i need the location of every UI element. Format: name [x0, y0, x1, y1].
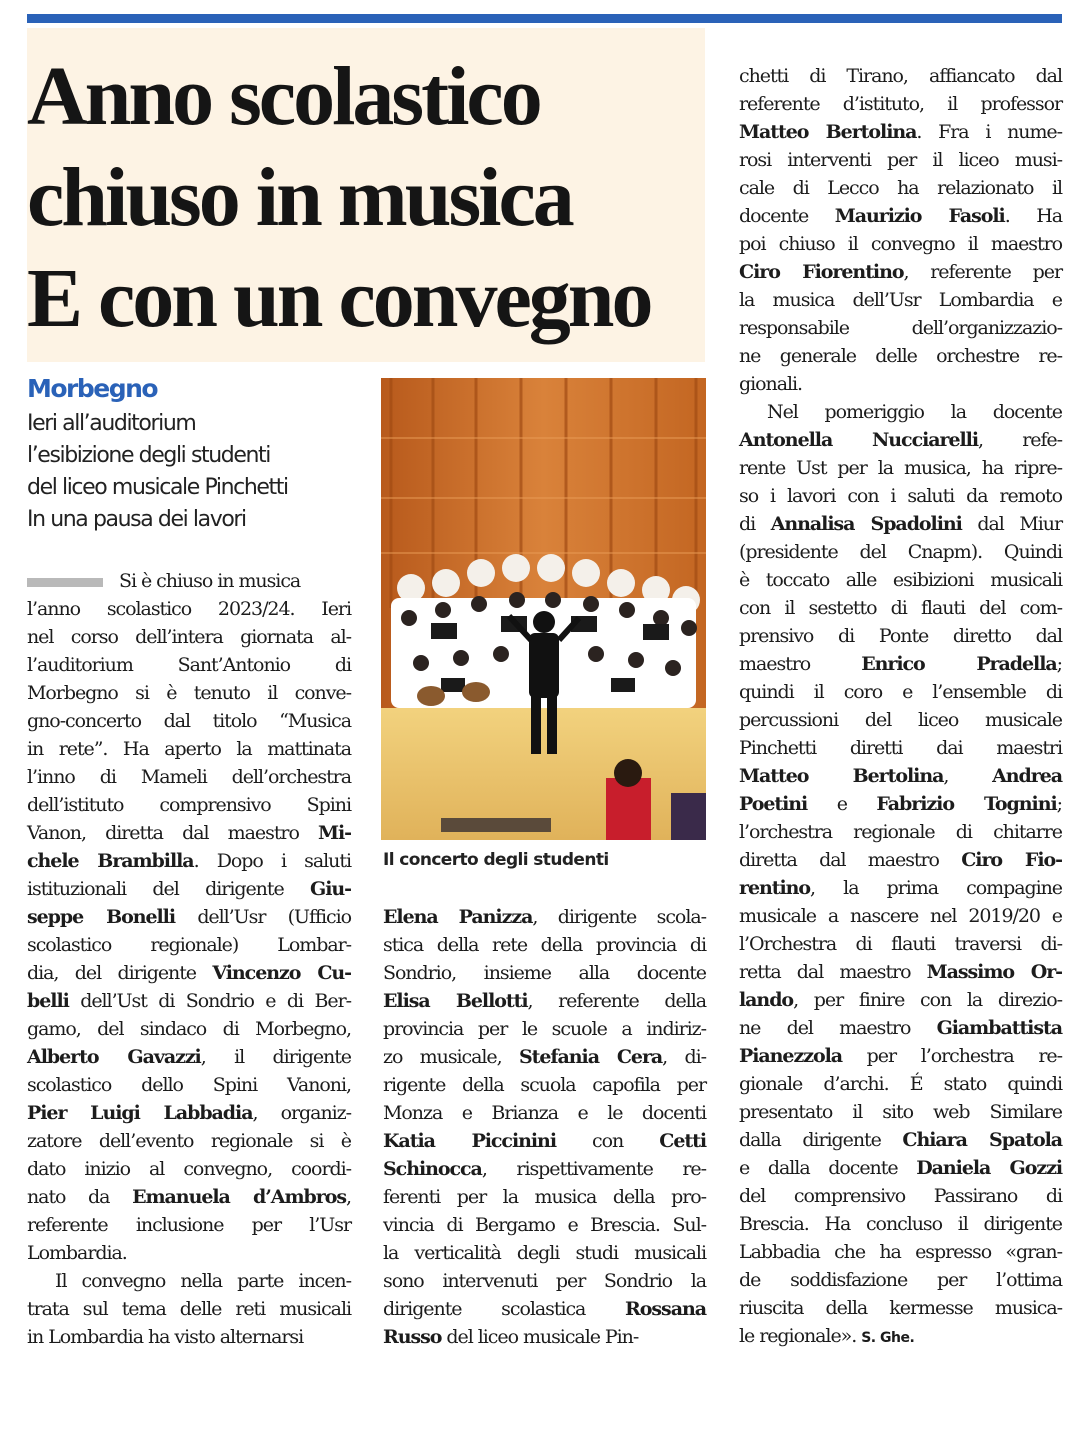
bold-name: Russo — [383, 1326, 442, 1348]
text-segment: la verticalità degli studi musicali — [383, 1242, 706, 1264]
bold-name: seppe Bonelli — [27, 906, 176, 928]
text-line — [383, 1015, 706, 1043]
article-column-2 — [383, 903, 706, 1351]
article-column-3 — [739, 62, 1062, 1350]
text-segment: , referente per — [903, 261, 1062, 283]
text-line — [739, 230, 1062, 258]
text-line — [739, 790, 1062, 818]
text-segment: , rispettivamente re- — [481, 1158, 706, 1180]
text-line — [27, 1099, 351, 1127]
subheadline-line: l’esibizione degli studenti — [27, 443, 270, 468]
text-line — [739, 958, 1062, 986]
text-line — [27, 903, 351, 931]
text-line — [739, 342, 1062, 370]
text-line — [27, 567, 351, 595]
text-segment: ne generale delle orchestre re- — [739, 345, 1062, 367]
text-segment: l’orchestra regionale di chitarre — [739, 821, 1062, 843]
text-line — [739, 1098, 1062, 1126]
text-line — [27, 1239, 351, 1267]
text-line — [739, 370, 1062, 398]
text-line — [383, 1267, 706, 1295]
text-segment: cale di Lecco ha relazionato il — [739, 177, 1062, 199]
text-segment: del comprensivo Passirano di — [739, 1185, 1062, 1207]
text-segment: so i lavori con i saluti da remoto — [739, 485, 1062, 507]
text-segment: l’inno di Mameli dell’orchestra — [27, 766, 351, 788]
headline-line: chiuso in musica — [27, 151, 572, 244]
text-line — [383, 987, 706, 1015]
text-segment: de soddisfazione per l’ottima — [739, 1269, 1062, 1291]
text-segment: rigente della scuola capofila per — [383, 1074, 706, 1096]
text-line — [739, 986, 1062, 1014]
text-line — [27, 1211, 351, 1239]
text-line — [27, 1323, 351, 1351]
text-line — [739, 286, 1062, 314]
text-segment: riuscita della kermesse musica- — [739, 1297, 1062, 1319]
text-segment: referente d’istituto, il professor — [739, 93, 1062, 115]
text-line — [27, 959, 351, 987]
text-segment: nato da — [27, 1186, 133, 1208]
text-segment: (presidente del Cnapm). Quindi — [739, 541, 1062, 563]
text-line — [739, 1210, 1062, 1238]
subheadline — [27, 408, 367, 536]
text-line — [383, 1211, 706, 1239]
text-line — [27, 623, 351, 651]
bold-name: Stefania Cera — [518, 1046, 663, 1068]
text-line — [739, 118, 1062, 146]
text-line — [27, 1267, 351, 1295]
text-segment: , — [943, 765, 993, 787]
bold-name: Ciro Fio- — [961, 849, 1062, 871]
bold-name: Poetini — [739, 793, 808, 815]
text-segment: gno-concerto dal titolo “Musica — [27, 710, 351, 732]
bold-name: Emanuela d’Ambros — [132, 1186, 346, 1208]
text-line — [739, 1238, 1062, 1266]
text-line — [27, 651, 351, 679]
text-line — [739, 314, 1062, 342]
bold-name: Maurizio Fasoli — [834, 205, 1005, 227]
bold-name: Matteo Bertolina — [739, 121, 917, 143]
text-segment: dell’Usr (Ufficio — [175, 906, 351, 928]
bold-name: Rossana — [625, 1298, 706, 1320]
text-line — [739, 174, 1062, 202]
text-line — [383, 1239, 706, 1267]
text-segment: maestro — [739, 653, 862, 675]
text-segment: rente Ust per la musica, ha ripre- — [739, 457, 1062, 479]
text-segment: , refe- — [978, 429, 1062, 451]
bold-name: Massimo Or- — [926, 961, 1062, 983]
text-line — [383, 1099, 706, 1127]
text-segment: referente inclusione per l’Usr — [27, 1214, 351, 1236]
text-line — [383, 1043, 706, 1071]
bold-name: Vincenzo Cu- — [212, 962, 351, 984]
text-segment: dalla dirigente — [739, 1129, 903, 1151]
text-segment: stica della rete della provincia di — [383, 934, 706, 956]
bold-name: belli — [27, 990, 69, 1012]
subheadline-line: Ieri all’auditorium — [27, 411, 196, 436]
subheadline-line: del liceo musicale Pinchetti — [27, 475, 288, 500]
text-segment: in Lombardia ha visto alternarsi — [27, 1326, 304, 1348]
text-segment: gionali. — [739, 373, 803, 395]
text-segment: del liceo musicale Pin- — [441, 1326, 639, 1348]
text-segment: scolastico dello Spini Vanoni, — [27, 1074, 351, 1096]
text-line — [27, 931, 351, 959]
bold-name: Pier Luigi Labbadia — [27, 1102, 253, 1124]
text-segment: Lombardia. — [27, 1242, 127, 1264]
text-segment: trata sul tema delle reti musicali — [27, 1298, 351, 1320]
text-segment: in rete”. Ha aperto la mattinata — [27, 738, 351, 760]
text-line — [739, 818, 1062, 846]
bold-name: Elisa Bellotti — [383, 990, 528, 1012]
text-segment: . Dopo i saluti — [193, 850, 351, 872]
bold-name: chele Brambilla — [27, 850, 194, 872]
location-kicker: Morbegno — [27, 374, 158, 403]
text-segment: di — [739, 513, 771, 535]
text-segment: per l’orchestra re- — [842, 1045, 1062, 1067]
text-line — [383, 1127, 706, 1155]
text-line — [739, 594, 1062, 622]
text-segment: , referente della — [527, 990, 706, 1012]
bold-name: S. Ghe. — [861, 1330, 915, 1346]
text-line — [739, 1070, 1062, 1098]
text-segment: Si è chiuso in musica — [119, 570, 301, 592]
text-line — [27, 735, 351, 763]
text-segment: percussioni del liceo musicale — [739, 709, 1062, 731]
bold-name: Chiara Spatola — [902, 1129, 1062, 1151]
text-segment: dirigente scolastica — [383, 1298, 626, 1320]
text-segment: Il convegno nella parte incen- — [55, 1270, 351, 1292]
text-segment: le regionale». — [739, 1325, 862, 1347]
text-line — [739, 1126, 1062, 1154]
text-segment: dal Miur — [961, 513, 1062, 535]
text-line — [383, 931, 706, 959]
headline — [27, 46, 705, 349]
text-line — [27, 819, 351, 847]
text-segment: quindi il coro e l’ensemble di — [739, 681, 1062, 703]
text-segment: gionale d’archi. É stato quindi — [739, 1073, 1062, 1095]
photo-caption: Il concerto degli studenti — [383, 850, 609, 870]
text-segment: sono intervenuti per Sondrio la — [383, 1270, 706, 1292]
text-line — [27, 763, 351, 791]
bold-name: Alberto Gavazzi — [27, 1046, 201, 1068]
text-line — [739, 426, 1062, 454]
text-segment: dia, del dirigente — [27, 962, 213, 984]
text-line — [27, 1015, 351, 1043]
text-segment: Pinchetti diretti dai maestri — [739, 737, 1062, 759]
text-line — [739, 1294, 1062, 1322]
text-segment: , per finire con la direzio- — [793, 989, 1062, 1011]
bold-name: Elena Panizza — [383, 906, 533, 928]
text-line — [739, 1322, 1062, 1350]
text-segment: retta dal maestro — [739, 961, 927, 983]
text-line — [739, 258, 1062, 286]
text-line — [739, 538, 1062, 566]
text-line — [27, 791, 351, 819]
text-line — [739, 1182, 1062, 1210]
text-segment: rosi interventi per il liceo musi- — [739, 149, 1062, 171]
text-segment: è toccato alle esibizioni musicali — [739, 569, 1062, 591]
text-segment: scolastico regionale) Lombar- — [27, 934, 351, 956]
text-line — [383, 1183, 706, 1211]
bold-name: Mi- — [318, 822, 351, 844]
text-line — [27, 1155, 351, 1183]
text-segment: Brescia. Ha concluso il dirigente — [739, 1213, 1062, 1235]
concert-photo — [381, 378, 706, 840]
text-segment: gamo, del sindaco di Morbegno, — [27, 1018, 351, 1040]
text-line — [739, 1154, 1062, 1182]
text-line — [739, 1014, 1062, 1042]
text-line — [739, 482, 1062, 510]
text-segment: docente — [739, 205, 835, 227]
text-segment: , di- — [662, 1046, 706, 1068]
text-line — [27, 679, 351, 707]
text-segment: zo musicale, — [383, 1046, 519, 1068]
bold-name: Andrea — [992, 765, 1063, 787]
text-line — [27, 847, 351, 875]
text-segment: , — [346, 1186, 351, 1208]
text-line — [739, 846, 1062, 874]
text-line — [383, 1295, 706, 1323]
text-segment: provincia per le scuole a indiriz- — [383, 1018, 706, 1040]
text-segment: istituzionali del dirigente — [27, 878, 311, 900]
bold-name: Annalisa Spadolini — [770, 513, 962, 535]
bold-name: Ciro Fiorentino — [739, 261, 904, 283]
text-line — [739, 930, 1062, 958]
text-segment: , la prima compagine — [810, 877, 1062, 899]
text-line — [27, 1295, 351, 1323]
text-line — [739, 202, 1062, 230]
text-segment: la musica dell’Usr Lombardia e — [739, 289, 1062, 311]
text-line — [739, 1266, 1062, 1294]
text-segment: , organiz- — [252, 1102, 351, 1124]
text-segment: , il dirigente — [200, 1046, 351, 1068]
text-segment: vincia di Bergamo e Brescia. Sul- — [383, 1214, 706, 1236]
text-segment: . Fra i nume- — [916, 121, 1063, 143]
text-line — [739, 902, 1062, 930]
text-segment: , dirigente scola- — [532, 906, 706, 928]
bold-name: Enrico Pradella — [861, 653, 1057, 675]
text-segment: poi chiuso il convegno il maestro — [739, 233, 1062, 255]
lead-rule — [27, 578, 103, 587]
text-line — [27, 1127, 351, 1155]
text-line — [27, 1071, 351, 1099]
text-segment: Morbegno si è tenuto il conve- — [27, 682, 351, 704]
top-color-rule — [27, 14, 1062, 23]
headline-line: Anno scolastico — [27, 50, 540, 143]
text-segment: Vanon, diretta dal maestro — [27, 822, 318, 844]
bold-name: Giambattista — [936, 1017, 1062, 1039]
subheadline-line: In una pausa dei lavori — [27, 507, 246, 532]
headline-line: E con un convegno — [27, 252, 651, 345]
text-segment: ; — [1056, 793, 1062, 815]
bold-name: Daniela Gozzi — [916, 1157, 1062, 1179]
text-segment: l’auditorium Sant’Antonio di — [27, 654, 351, 676]
text-segment: con — [555, 1130, 660, 1152]
text-line — [739, 62, 1062, 90]
text-segment: musicale a nascere nel 2019/20 e — [739, 905, 1062, 927]
text-segment: chetti di Tirano, affiancato dal — [739, 65, 1062, 87]
text-line — [27, 707, 351, 735]
text-segment: dell’istituto comprensivo Spini — [27, 794, 351, 816]
text-segment: . Ha — [1004, 205, 1063, 227]
text-segment: ; — [1056, 653, 1063, 675]
text-segment: Labbadia che ha espresso «gran- — [739, 1241, 1062, 1263]
text-line — [383, 903, 706, 931]
text-line — [739, 874, 1062, 902]
text-line — [383, 1155, 706, 1183]
text-line — [739, 762, 1062, 790]
text-line — [27, 1183, 351, 1211]
text-line — [739, 706, 1062, 734]
text-line — [27, 1043, 351, 1071]
text-segment: ne del maestro — [739, 1017, 937, 1039]
text-segment: e — [807, 793, 877, 815]
bold-name: Fabrizio Tognini — [876, 793, 1057, 815]
bold-name: Cetti — [659, 1130, 706, 1152]
text-segment: diretta dal maestro — [739, 849, 962, 871]
bold-name: Pianezzola — [739, 1045, 842, 1067]
text-line — [383, 1323, 706, 1351]
text-line — [27, 875, 351, 903]
text-line — [739, 678, 1062, 706]
text-segment: presentato il sito web Similare — [739, 1101, 1062, 1123]
text-line — [739, 650, 1062, 678]
text-segment: l’anno scolastico 2023/24. Ieri — [27, 598, 351, 620]
text-line — [739, 510, 1062, 538]
bold-name: Antonella Nucciarelli — [739, 429, 979, 451]
text-segment: Monza e Brianza e le docenti — [383, 1102, 706, 1124]
text-line — [383, 959, 706, 987]
text-line — [739, 734, 1062, 762]
text-line — [739, 90, 1062, 118]
bold-name: Matteo Bertolina — [739, 765, 944, 787]
text-line — [739, 146, 1062, 174]
text-segment: dato inizio al convegno, coordi- — [27, 1158, 351, 1180]
text-segment: dell’Ust di Sondrio e di Ber- — [68, 990, 351, 1012]
text-segment: Nel pomeriggio la docente — [767, 401, 1062, 423]
text-segment: e dalla docente — [739, 1157, 917, 1179]
text-segment: responsabile dell’organizzazio- — [739, 317, 1062, 339]
text-line — [27, 595, 351, 623]
text-segment: l’Orchestra di flauti traversi di- — [739, 933, 1062, 955]
bold-name: Giu- — [310, 878, 351, 900]
text-line — [383, 1071, 706, 1099]
bold-name: Katia Piccinini — [383, 1130, 556, 1152]
bold-name: rentino — [739, 877, 811, 899]
text-segment: Sondrio, insieme alla docente — [383, 962, 706, 984]
text-line — [739, 398, 1062, 426]
text-segment: zatore dell’evento regionale si è — [27, 1130, 351, 1152]
text-line — [739, 454, 1062, 482]
text-segment: nel corso dell’intera giornata al- — [27, 626, 351, 648]
text-segment: prensivo di Ponte diretto dal — [739, 625, 1062, 647]
bold-name: Schinocca — [383, 1158, 482, 1180]
bold-name: lando — [739, 989, 794, 1011]
text-line — [27, 987, 351, 1015]
text-segment: con il sestetto di flauti del com- — [739, 597, 1062, 619]
text-line — [739, 566, 1062, 594]
text-segment: ferenti per la musica della pro- — [383, 1186, 706, 1208]
text-line — [739, 1042, 1062, 1070]
article-column-1 — [27, 567, 351, 1351]
text-line — [739, 622, 1062, 650]
